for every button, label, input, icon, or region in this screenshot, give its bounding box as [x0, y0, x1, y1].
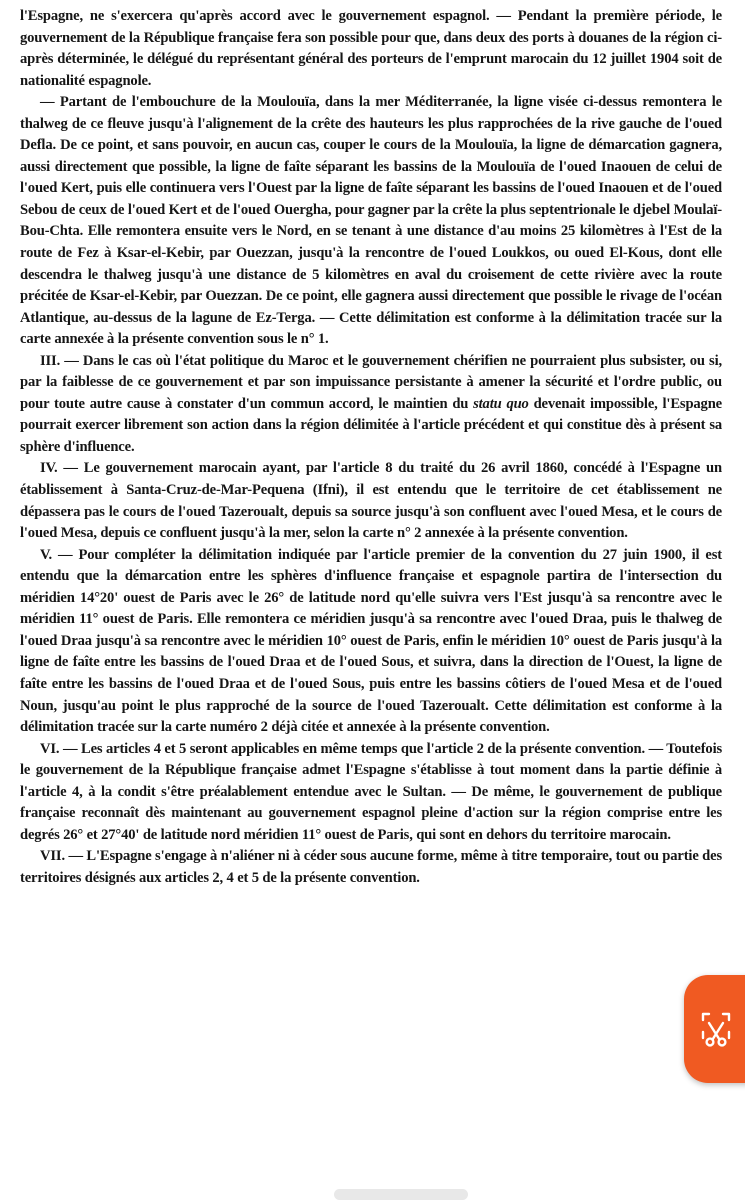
paragraph-article-iii: III. — Dans le cas où l'état politique du Maroc et le gouvernement chérifien ne pourraient plus subsister, ou si, par la faiblesse de ce gouvernement et par son impuissance persistante à amener la sécurité et l'ordre public, ou pour toute autre cause à constater d'un commun accord, le maintien du statu quo devenait impossible, l'Espagne pourrait exercer librement son action dans la région délimitée à l'article précédent et qui constitue dès à présent sa sphère d'influence. — [20, 352, 722, 455]
paragraph-article-v: V. — Pour compléter la délimitation indiquée par l'article premier de la convention du 27 juin 1900, il est entendu que la démarcation entre les sphères d'influence française et espagnole partira de l'intersection du méridien 14°20' ouest de Paris avec le 26° de latitude nord qu'elle suivra vers l'Est jusqu'à sa rencontre avec le méridien 11° ouest de Paris. Elle remontera ce méridien jusqu'à sa rencontre avec l'oued Draa, puis le thalweg de l'oued Draa jusqu'à sa rencontre avec le méridien 10° ouest de Paris, enfin le méridien 10° ouest de Paris jusqu'à la ligne de faîte entre les bassins de l'oued Draa et de l'oued Sous, et suivra, dans la direction de l'Ouest, la ligne de faîte entre les bassins de l'oued Draa et de l'oued Sous, puis entre les bassins côtiers de l'oued Mesa et de l'oued Noun, jusqu'au point le plus rapproché de la source de l'oued Tazeroualt. Cette délimitation est conforme à la délimitation tracée sur la carte numéro 2 déjà citée et annexée à la présente convention. — [20, 546, 722, 736]
paragraph-article-iv: IV. — Le gouvernement marocain ayant, par l'article 8 du traité du 26 avril 1860, concédé à l'Espagne un établissement à Santa-Cruz-de-Mar-Pequena (Ifni), il est entendu que le territoire de cet établissement ne dépassera pas le cours de l'oued Tazeroualt, depuis sa source jusqu'à son confluent avec l'oued Mesa, et le cours de l'oued Mesa, depuis ce confluent jusqu'à la mer, selon la carte n° 2 annexée à la présente convention. — [20, 460, 722, 542]
paragraph-delimitation: — Partant de l'embouchure de la Moulouïa, dans la mer Méditerranée, la ligne visée ci-dessus remontera le thalweg de ce fleuve jusqu'à l'alignement de la crête des hauteurs les plus rapprochées de la rive gauche de l'oued Defla. De ce point, et sans pouvoir, en aucun cas, couper le cours de la Moulouïa, la ligne de démarcation gagnera, aussi directement que possible, la ligne de faîte séparant les bassins de la Moulouïa de l'oued Inaouen de celui de l'oued Kert, puis elle continuera vers l'Ouest par la ligne de faîte séparant les bassins de l'oued Inaouen et de l'oued Sebou de ceux de l'oued Kert et de l'oued Ouergha, pour gagner par la crête la plus septentrionale le djebel Moulaï-Bou-Chta. Elle remontera ensuite vers le Nord, en se tenant à une distance d'au moins 25 kilomètres à l'Est de la route de Fez à Ksar-el-Kebir, par Ouezzan, jusqu'à la rencontre de l'oued Loukkos, ou oued El-Kous, dont elle descendra le thalweg jusqu'à une distance de 5 kilomètres en aval du croisement de cette rivière avec la route précitée de Ksar-el-Kebir, par Ouezzan. De ce point, elle gagnera aussi directement que possible le rivage de l'océan Atlantique, au-dessus de la lagune de Ez-Terga. — Cette délimitation est conforme à la délimitation tracée sur la carte annexée à la présente convention sous le n° 1. — [20, 94, 722, 348]
paragraph-article-vii: VII. — L'Espagne s'engage à n'aliéner ni à céder sous aucune forme, même à titre temporaire, tout ou partie des territoires désignés aux articles 2, 4 et 5 de la présente convention. — [20, 848, 722, 886]
crop-button[interactable] — [684, 975, 745, 1083]
paragraph-article-vi: VI. — Les articles 4 et 5 seront applicables en même temps que l'article 2 de la présente convention. — Toutefois le gouvernement de la République française admet l'Espagne s'établisse à tout moment dans la partie définie à l'article 4, à la condit s'être préalablement entendue avec le Sultan. — De même, le gouvernement de publique française reconnaît dès maintenant au gouvernement espagnol pleine d'action sur la région comprise entre les degrés 26° et 27°40' de latitude nord méridien 11° ouest de Paris, qui sont en dehors du territoire marocain. — [20, 740, 722, 843]
home-indicator-bar[interactable] — [334, 1189, 468, 1200]
paragraph-continuation: l'Espagne, ne s'exercera qu'après accord avec le gouvernement espagnol. — Pendant la première période, le gouvernement de la République française fera son possible pour que, dans deux des ports à douanes de la région ci-après déterminée, le délégué du représentant général des porteurs de l'emprunt marocain du 12 juillet 1904 soit de nationalité espagnole. — [20, 8, 722, 89]
statu-quo-italic: statu quo — [473, 395, 529, 412]
document-body — [20, 6, 722, 889]
crop-scissors-icon — [696, 1009, 736, 1049]
